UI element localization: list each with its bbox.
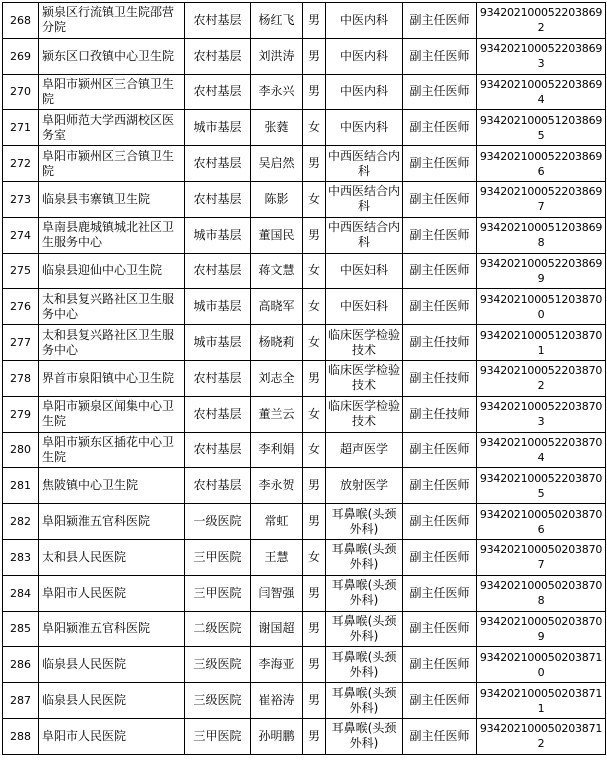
specialty-cell: 耳鼻喉(头颈外科) <box>326 647 403 683</box>
certificate-number-cell: 9342021000522038699 <box>477 253 606 289</box>
unit-level-cell: 三级医院 <box>185 647 251 683</box>
row-number-cell: 278 <box>3 360 39 396</box>
specialty-cell: 中医内科 <box>326 38 403 74</box>
unit-name-cell: 界首市泉阳镇中心卫生院 <box>39 360 185 396</box>
table-row <box>3 217 606 253</box>
person-name-cell: 李利娟 <box>251 432 303 468</box>
qualification-title-cell: 副主任医师 <box>403 504 477 540</box>
row-number-cell: 271 <box>3 110 39 146</box>
certificate-number-cell: 9342021000502038707 <box>477 539 606 575</box>
specialty-cell: 耳鼻喉(头颈外科) <box>326 539 403 575</box>
certificate-number-cell: 9342021000522038697 <box>477 181 606 217</box>
qualification-title-cell: 副主任医师 <box>403 575 477 611</box>
table-row <box>3 360 606 396</box>
row-number-cell: 270 <box>3 74 39 110</box>
specialty-cell: 临床医学检验技术 <box>326 396 403 432</box>
unit-name-cell: 阜阳市人民医院 <box>39 575 185 611</box>
row-number-cell: 277 <box>3 325 39 361</box>
person-name-cell: 闫智强 <box>251 575 303 611</box>
unit-level-cell: 城市基层 <box>185 217 251 253</box>
unit-level-cell: 农村基层 <box>185 146 251 182</box>
row-number-cell: 282 <box>3 504 39 540</box>
table-row <box>3 253 606 289</box>
certificate-number-cell: 9342021000502038710 <box>477 647 606 683</box>
gender-cell: 男 <box>303 683 326 719</box>
table-row <box>3 289 606 325</box>
gender-cell: 男 <box>303 647 326 683</box>
qualification-title-cell: 副主任技师 <box>403 396 477 432</box>
certificate-number-cell: 9342021000502038708 <box>477 575 606 611</box>
qualification-title-cell: 副主任医师 <box>403 146 477 182</box>
unit-name-cell: 阜阳市颍州区三合镇卫生院 <box>39 74 185 110</box>
table-row <box>3 575 606 611</box>
person-name-cell: 王慧 <box>251 539 303 575</box>
qualification-title-cell: 副主任技师 <box>403 325 477 361</box>
unit-name-cell: 阜阳市颍泉区闻集中心卫生院 <box>39 396 185 432</box>
person-name-cell: 李海亚 <box>251 647 303 683</box>
table-body <box>3 3 606 755</box>
person-name-cell: 董国民 <box>251 217 303 253</box>
unit-name-cell: 阜阳师范大学西湖校区医务室 <box>39 110 185 146</box>
certificate-number-cell: 9342021000502038712 <box>477 718 606 754</box>
certificate-number-cell: 9342021000512038700 <box>477 289 606 325</box>
gender-cell: 男 <box>303 718 326 754</box>
row-number-cell: 273 <box>3 181 39 217</box>
gender-cell: 男 <box>303 3 326 39</box>
qualification-title-cell: 副主任医师 <box>403 3 477 39</box>
qualification-title-cell: 副主任医师 <box>403 181 477 217</box>
specialty-cell: 超声医学 <box>326 432 403 468</box>
unit-level-cell: 城市基层 <box>185 325 251 361</box>
qualification-title-cell: 副主任医师 <box>403 74 477 110</box>
certificate-number-cell: 9342021000502038706 <box>477 504 606 540</box>
qualification-title-cell: 副主任技师 <box>403 360 477 396</box>
specialty-cell: 中医妇科 <box>326 253 403 289</box>
person-name-cell: 杨红飞 <box>251 3 303 39</box>
person-name-cell: 董兰云 <box>251 396 303 432</box>
unit-name-cell: 阜南县鹿城镇城北社区卫生服务中心 <box>39 217 185 253</box>
gender-cell: 女 <box>303 289 326 325</box>
unit-level-cell: 农村基层 <box>185 181 251 217</box>
qualification-title-cell: 副主任医师 <box>403 611 477 647</box>
table-row <box>3 683 606 719</box>
unit-level-cell: 三甲医院 <box>185 539 251 575</box>
unit-name-cell: 太和县复兴路社区卫生服务中心 <box>39 289 185 325</box>
unit-level-cell: 农村基层 <box>185 360 251 396</box>
person-name-cell: 孙明鹏 <box>251 718 303 754</box>
unit-name-cell: 阜阳市人民医院 <box>39 718 185 754</box>
row-number-cell: 286 <box>3 647 39 683</box>
specialty-cell: 耳鼻喉(头颈外科) <box>326 683 403 719</box>
certificate-number-cell: 9342021000522038702 <box>477 360 606 396</box>
certificate-number-cell: 9342021000522038696 <box>477 146 606 182</box>
specialty-cell: 临床医学检验技术 <box>326 360 403 396</box>
row-number-cell: 274 <box>3 217 39 253</box>
person-name-cell: 常虹 <box>251 504 303 540</box>
qualification-title-cell: 副主任医师 <box>403 468 477 504</box>
qualification-title-cell: 副主任医师 <box>403 647 477 683</box>
unit-level-cell: 农村基层 <box>185 3 251 39</box>
certificate-number-cell: 9342021000502038709 <box>477 611 606 647</box>
qualification-title-cell: 副主任医师 <box>403 253 477 289</box>
gender-cell: 女 <box>303 432 326 468</box>
gender-cell: 女 <box>303 110 326 146</box>
gender-cell: 女 <box>303 539 326 575</box>
personnel-table <box>2 2 606 755</box>
table-row <box>3 718 606 754</box>
row-number-cell: 268 <box>3 3 39 39</box>
person-name-cell: 李永兴 <box>251 74 303 110</box>
unit-level-cell: 城市基层 <box>185 110 251 146</box>
person-name-cell: 崔裕涛 <box>251 683 303 719</box>
table-row <box>3 325 606 361</box>
unit-level-cell: 农村基层 <box>185 74 251 110</box>
unit-name-cell: 阜阳市颍州区三合镇卫生院 <box>39 146 185 182</box>
gender-cell: 男 <box>303 468 326 504</box>
unit-name-cell: 阜阳颍淮五官科医院 <box>39 504 185 540</box>
gender-cell: 男 <box>303 611 326 647</box>
row-number-cell: 276 <box>3 289 39 325</box>
unit-name-cell: 太和县复兴路社区卫生服务中心 <box>39 325 185 361</box>
certificate-number-cell: 9342021000512038698 <box>477 217 606 253</box>
table-row <box>3 504 606 540</box>
specialty-cell: 中医妇科 <box>326 289 403 325</box>
certificate-number-cell: 934202100052203869​2 <box>477 3 606 39</box>
unit-level-cell: 二级医院 <box>185 611 251 647</box>
row-number-cell: 285 <box>3 611 39 647</box>
certificate-number-cell: 9342021000522038704 <box>477 432 606 468</box>
qualification-title-cell: 副主任医师 <box>403 38 477 74</box>
gender-cell: 男 <box>303 38 326 74</box>
unit-level-cell: 农村基层 <box>185 38 251 74</box>
unit-level-cell: 农村基层 <box>185 468 251 504</box>
gender-cell: 女 <box>303 396 326 432</box>
certificate-number-cell: 9342021000522038694 <box>477 74 606 110</box>
person-name-cell: 刘洪涛 <box>251 38 303 74</box>
qualification-title-cell: 副主任医师 <box>403 539 477 575</box>
qualification-title-cell: 副主任医师 <box>403 110 477 146</box>
table-row <box>3 74 606 110</box>
qualification-title-cell: 副主任医师 <box>403 432 477 468</box>
person-name-cell: 杨晓莉 <box>251 325 303 361</box>
table-row <box>3 647 606 683</box>
row-number-cell: 272 <box>3 146 39 182</box>
row-number-cell: 269 <box>3 38 39 74</box>
gender-cell: 男 <box>303 217 326 253</box>
specialty-cell: 耳鼻喉(头颈外科) <box>326 718 403 754</box>
qualification-title-cell: 副主任医师 <box>403 718 477 754</box>
specialty-cell: 临床医学检验技术 <box>326 325 403 361</box>
specialty-cell: 耳鼻喉(头颈外科) <box>326 611 403 647</box>
unit-level-cell: 农村基层 <box>185 253 251 289</box>
table-row <box>3 38 606 74</box>
unit-name-cell: 阜阳颍淮五官科医院 <box>39 611 185 647</box>
person-name-cell: 李永贺 <box>251 468 303 504</box>
gender-cell: 男 <box>303 575 326 611</box>
table-row <box>3 181 606 217</box>
person-name-cell: 高晓军 <box>251 289 303 325</box>
unit-name-cell: 阜阳市颍东区插花中心卫生院 <box>39 432 185 468</box>
row-number-cell: 275 <box>3 253 39 289</box>
qualification-title-cell: 副主任医师 <box>403 289 477 325</box>
person-name-cell: 刘志全 <box>251 360 303 396</box>
table-row <box>3 3 606 39</box>
specialty-cell: 耳鼻喉(头颈外科) <box>326 504 403 540</box>
specialty-cell: 中西医结合内科 <box>326 217 403 253</box>
unit-level-cell: 三甲医院 <box>185 718 251 754</box>
unit-name-cell: 临泉县韦寨镇卫生院 <box>39 181 185 217</box>
specialty-cell: 中西医结合内科 <box>326 146 403 182</box>
unit-name-cell: 临泉县人民医院 <box>39 683 185 719</box>
specialty-cell: 中西医结合内科 <box>326 181 403 217</box>
certificate-number-cell: 9342021000522038693 <box>477 38 606 74</box>
gender-cell: 女 <box>303 181 326 217</box>
row-number-cell: 283 <box>3 539 39 575</box>
unit-level-cell: 一级医院 <box>185 504 251 540</box>
row-number-cell: 279 <box>3 396 39 432</box>
certificate-number-cell: 9342021000522038703 <box>477 396 606 432</box>
table-row <box>3 432 606 468</box>
table-row <box>3 146 606 182</box>
gender-cell: 男 <box>303 146 326 182</box>
gender-cell: 男 <box>303 74 326 110</box>
specialty-cell: 放射医学 <box>326 468 403 504</box>
gender-cell: 女 <box>303 253 326 289</box>
person-name-cell: 吴启然 <box>251 146 303 182</box>
table-row <box>3 110 606 146</box>
qualification-title-cell: 副主任医师 <box>403 683 477 719</box>
unit-level-cell: 三级医院 <box>185 683 251 719</box>
unit-name-cell: 焦陂镇中心卫生院 <box>39 468 185 504</box>
specialty-cell: 中医内科 <box>326 110 403 146</box>
specialty-cell: 耳鼻喉(头颈外科) <box>326 575 403 611</box>
person-name-cell: 张蕤 <box>251 110 303 146</box>
table-row <box>3 611 606 647</box>
gender-cell: 女 <box>303 325 326 361</box>
qualification-title-cell: 副主任医师 <box>403 217 477 253</box>
specialty-cell: 中医内科 <box>326 3 403 39</box>
unit-name-cell: 颍东区口孜镇中心卫生院 <box>39 38 185 74</box>
unit-name-cell: 太和县人民医院 <box>39 539 185 575</box>
gender-cell: 男 <box>303 504 326 540</box>
table-row <box>3 396 606 432</box>
row-number-cell: 288 <box>3 718 39 754</box>
unit-name-cell: 颍泉区行流镇卫生院邵营分院 <box>39 3 185 39</box>
unit-level-cell: 农村基层 <box>185 396 251 432</box>
unit-level-cell: 农村基层 <box>185 432 251 468</box>
row-number-cell: 284 <box>3 575 39 611</box>
row-number-cell: 280 <box>3 432 39 468</box>
certificate-number-cell: 9342021000512038695 <box>477 110 606 146</box>
unit-level-cell: 城市基层 <box>185 289 251 325</box>
person-name-cell: 陈影 <box>251 181 303 217</box>
certificate-number-cell: 9342021000512038701 <box>477 325 606 361</box>
row-number-cell: 287 <box>3 683 39 719</box>
person-name-cell: 蒋文慧 <box>251 253 303 289</box>
specialty-cell: 中医内科 <box>326 74 403 110</box>
row-number-cell: 281 <box>3 468 39 504</box>
table-row <box>3 468 606 504</box>
unit-name-cell: 临泉县人民医院 <box>39 647 185 683</box>
gender-cell: 男 <box>303 360 326 396</box>
table-row <box>3 539 606 575</box>
certificate-number-cell: 9342021000502038711 <box>477 683 606 719</box>
unit-level-cell: 三甲医院 <box>185 575 251 611</box>
unit-name-cell: 临泉县迎仙中心卫生院 <box>39 253 185 289</box>
certificate-number-cell: 9342021000522038705 <box>477 468 606 504</box>
person-name-cell: 谢国超 <box>251 611 303 647</box>
